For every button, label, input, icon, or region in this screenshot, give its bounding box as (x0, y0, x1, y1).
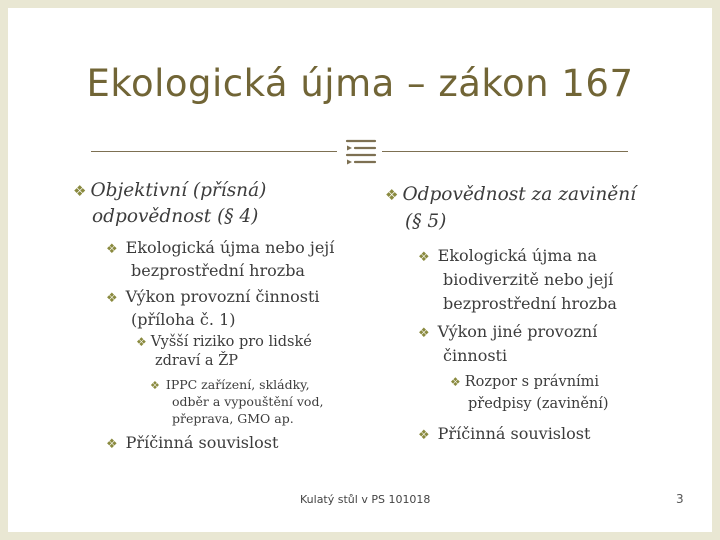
diamond-bullet-icon: ❖ (136, 335, 147, 349)
right-sub-1-cont: předpisy (zavinění) (468, 396, 609, 412)
text-align-icon (345, 137, 377, 165)
left-heading-cont: odpovědnost (§ 4) (92, 206, 259, 227)
diamond-bullet-icon: ❖ (418, 326, 430, 341)
left-item-2: ❖ Výkon provozní činnosti (106, 287, 320, 306)
diamond-bullet-icon: ❖ (450, 375, 461, 389)
right-item-2: ❖ Výkon jiné provozní (418, 322, 598, 341)
left-subsub-1: ❖ IPPC zařízení, skládky, (150, 377, 310, 392)
diamond-bullet-icon: ❖ (385, 186, 399, 204)
diamond-bullet-icon: ❖ (106, 242, 118, 257)
page-number: 3 (676, 492, 684, 506)
slide-title: Ekologická újma – zákon 167 (86, 62, 634, 105)
right-sub-1: ❖ Rozpor s právními (450, 374, 600, 390)
right-item-1: ❖ Ekologická újma na (418, 246, 597, 265)
diamond-bullet-icon: ❖ (73, 182, 87, 200)
divider-right (382, 151, 628, 152)
left-sub-1-cont: zdraví a ŽP (155, 353, 239, 369)
diamond-bullet-icon: ❖ (418, 250, 430, 265)
divider-left (91, 151, 337, 152)
left-subsub-1-cont2: odběr a vypouštění vod, (172, 394, 324, 409)
diamond-bullet-icon: ❖ (106, 437, 118, 452)
left-sub-1: ❖ Vyšší riziko pro lidské (136, 334, 312, 350)
left-item-3: ❖ Příčinná souvislost (106, 433, 279, 452)
right-item-1-cont2: biodiverzitě nebo její (443, 270, 614, 289)
right-item-1-cont3: bezprostřední hrozba (443, 294, 617, 313)
left-item-1: ❖ Ekologická újma nebo její (106, 238, 335, 257)
left-item-2-cont: (příloha č. 1) (131, 310, 236, 329)
left-item-1-cont: bezprostřední hrozba (131, 261, 305, 280)
left-heading: ❖ Objektivní (přísná) (73, 180, 267, 201)
right-item-3: ❖ Příčinná souvislost (418, 424, 591, 443)
left-subsub-1-cont3: přeprava, GMO ap. (172, 411, 294, 426)
diamond-bullet-icon: ❖ (150, 379, 160, 392)
right-item-2-cont: činnosti (443, 346, 508, 365)
diamond-bullet-icon: ❖ (106, 291, 118, 306)
diamond-bullet-icon: ❖ (418, 428, 430, 443)
right-heading-cont: (§ 5) (405, 211, 447, 232)
right-heading: ❖ Odpovědnost za zavinění (385, 184, 637, 205)
slide-footer: Kulatý stůl v PS 101018 (300, 493, 431, 506)
